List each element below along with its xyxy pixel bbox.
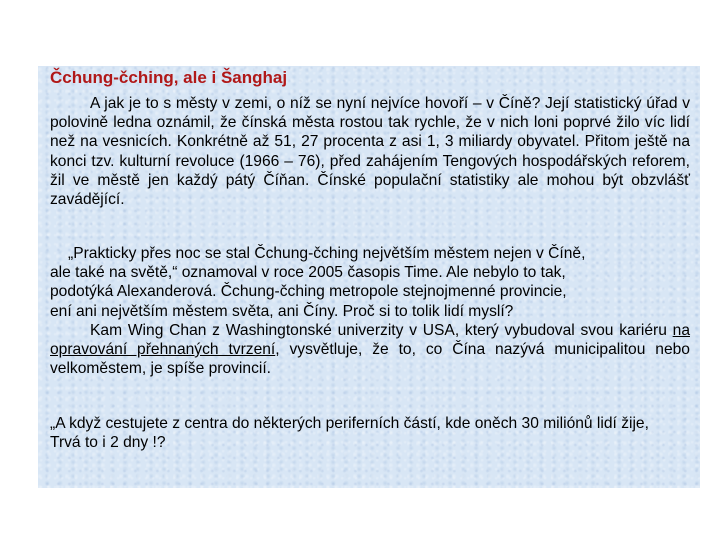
paragraph-statistics: A jak je to s městy v zemi, o níž se nyní nejvíce hovoří – v Číně? Její statistický úřad v polovině ledna oznámil, že čínská města rostou tak rychle, že v nich loni poprvé žilo víc lidí než na vesnicích. Konkrétně až 51, 27 procenta z asi 1, 3 miliardy obyvatel. Přitom ještě na konci tzv. kulturní revoluce (1966 – 76), před zahájením Tengových hospodářských reforem, žil ve městě jen každý pátý Číňan. Čínské populační statistiky ale mohou být obzvlášť zavádějící. (50, 95, 690, 209)
paragraph-text: , vysvětluje, že to, co Čína nazývá municipalitou nebo velkoměstem, je spíše provincií. (50, 341, 690, 378)
underlined-phrase: na opravování přehnaných tvrzení (50, 321, 690, 359)
paragraph-chongqing (50, 244, 690, 378)
paragraph-text: Kam Wing Chan z Washingtonské univerzity v USA, který vybudoval svou kariéru (90, 321, 673, 339)
paragraph-quote (50, 414, 690, 452)
quote-last-line: Trvá to i 2 dny !? (50, 434, 166, 452)
paragraph-kam-wing-chan (50, 321, 690, 379)
paragraph-line: ale také na světě,“ oznamoval v roce 2005 časopis Time. Ale nebylo to tak, (50, 264, 566, 282)
slide-title: Čchung-čching, ale i Šanghaj (50, 68, 288, 87)
paragraph-line: ení ani největším městem světa, ani Číny. Proč si to tolik lidí myslí? (50, 302, 514, 320)
quote-text: „A když cestujete z centra do některých periferních částí, kde oněch 30 miliónů lidí žije, (50, 415, 649, 432)
slide-card (38, 66, 700, 488)
paragraph-line: podotýká Alexanderová. Čchung-čching metropole stejnojmenné provincie, (50, 283, 567, 301)
paragraph-line: „Prakticky přes noc se stal Čchung-čching největším městem nejen v Číně, (68, 245, 586, 262)
